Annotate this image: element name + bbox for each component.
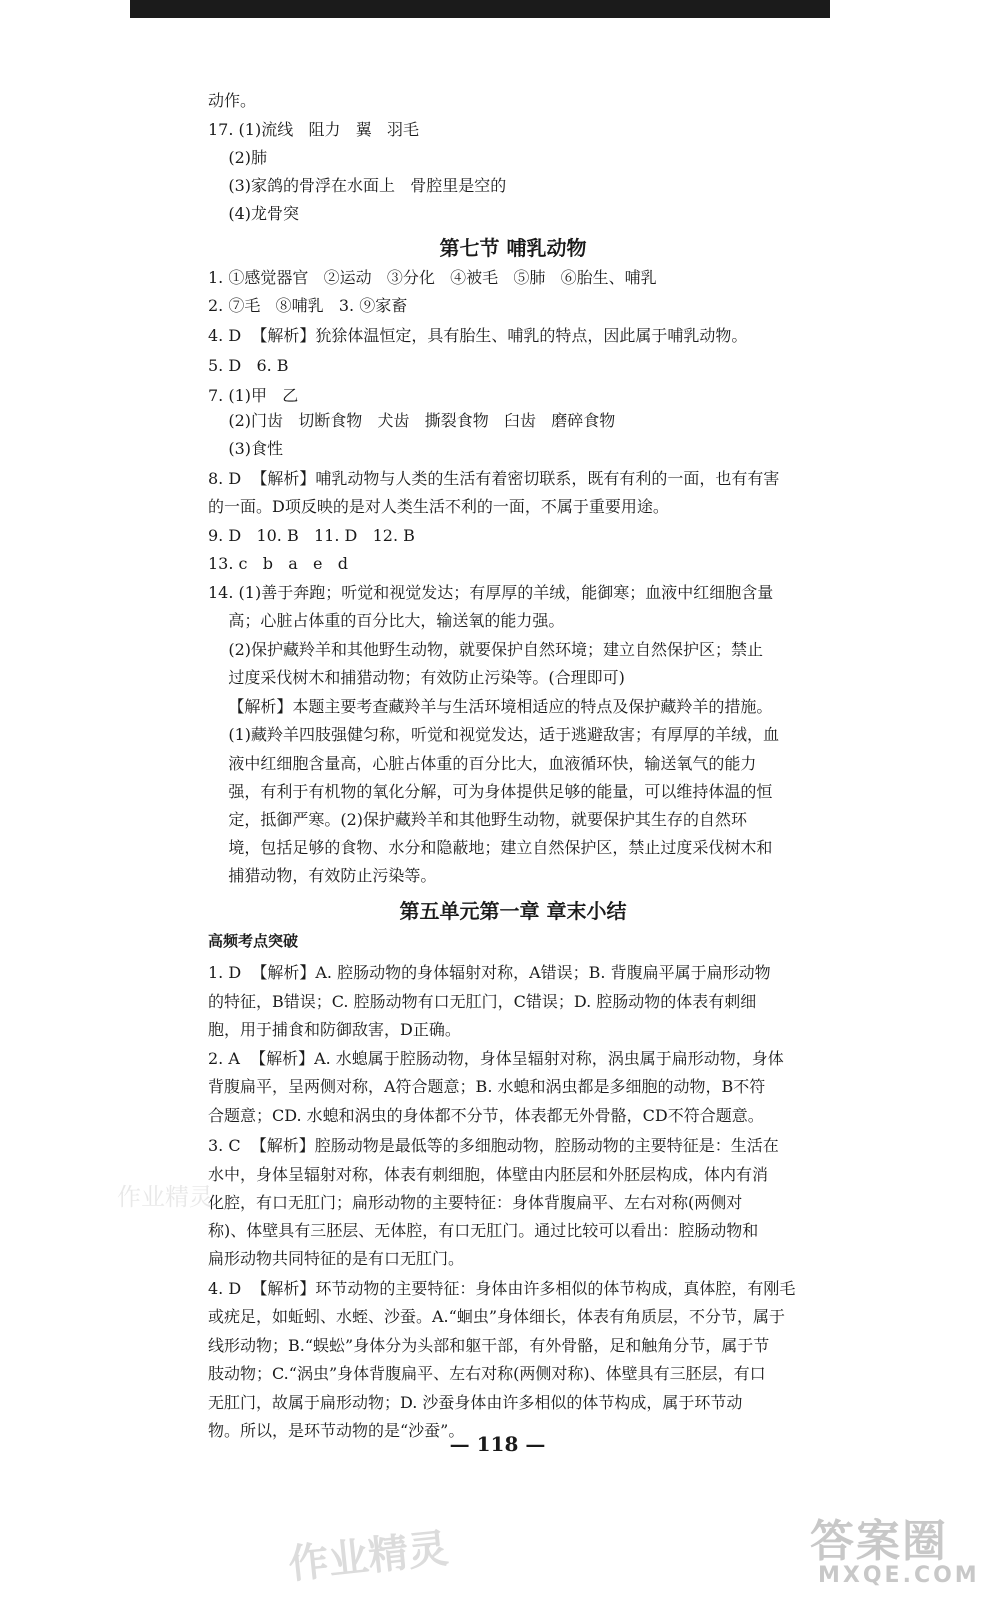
text-line: 13. c b a e d: [208, 554, 349, 573]
text-line: 肢动物；C.“涡虫”身体背腹扁平、左右对称(两侧对称)、体壁具有三胚层，有口: [208, 1364, 766, 1383]
text-line: (2)门齿 切断食物 犬齿 撕裂食物 臼齿 磨碎食物: [208, 411, 616, 430]
text-line: (4)龙骨突: [208, 204, 300, 223]
text-line: 线形动物；B.“蜈蚣”身体分为头部和躯干部，有外骨骼，足和触角分节，属于节: [208, 1336, 770, 1355]
text-line: (2)保护藏羚羊和其他野生动物，就要保护自然环境；建立自然保护区；禁止: [208, 640, 764, 659]
bottom-watermark: 作业精灵: [286, 1525, 451, 1589]
text-line: 5. D 6. B: [208, 356, 289, 375]
text-line: 2. ⑦毛 ⑧哺乳 3. ⑨家畜: [208, 296, 408, 315]
text-line: 17. (1)流线 阻力 翼 羽毛: [208, 120, 419, 139]
text-line: 动作。: [208, 91, 257, 110]
text-line: 捕猎动物，有效防止污染等。: [208, 866, 437, 885]
section-subtitle: 高频考点突破: [208, 932, 299, 950]
text-line: 9. D 10. B 11. D 12. B: [208, 526, 415, 545]
text-line: 的一面。D项反映的是对人类生活不利的一面，不属于重要用途。: [208, 497, 669, 516]
text-line: 的特征，B错误；C. 腔肠动物有口无肛门，C错误；D. 腔肠动物的体表有刺细: [208, 992, 757, 1011]
text-line: 8. D 【解析】哺乳动物与人类的生活有着密切联系，既有有利的一面，也有有害: [208, 469, 780, 488]
section-title: 第五单元第一章 章末小结: [399, 899, 627, 923]
text-line: 胞，用于捕食和防御敌害，D正确。: [208, 1020, 461, 1039]
text-line: (3)家鸽的骨浮在水面上 骨腔里是空的: [208, 176, 507, 195]
text-line: (2)肺: [208, 148, 268, 167]
faint-watermark: 作业精灵: [117, 1183, 213, 1211]
text-line: 4. D 【解析】狁狳体温恒定，具有胎生、哺乳的特点，因此属于哺乳动物。: [208, 326, 748, 345]
text-line: 3. C 【解析】腔肠动物是最低等的多细胞动物，腔肠动物的主要特征是：生活在: [208, 1136, 779, 1155]
text-line: 背腹扁平，呈两侧对称，A符合题意；B. 水螅和涡虫都是多细胞的动物，B不符: [208, 1077, 766, 1096]
text-line: 称)、体壁具有三胚层、无体腔，有口无肛门。通过比较可以看出：腔肠动物和: [208, 1221, 759, 1240]
section-title: 第七节 哺乳动物: [439, 236, 587, 260]
text-line: 2. A 【解析】A. 水螅属于腔肠动物，身体呈辐射对称，涡虫属于扁形动物，身体: [208, 1049, 784, 1068]
text-line: 1. D 【解析】A. 腔肠动物的身体辐射对称，A错误；B. 背腹扁平属于扁形动物: [208, 963, 771, 982]
text-line: 4. D 【解析】环节动物的主要特征：身体由许多相似的体节构成，真体腔，有刚毛: [208, 1279, 796, 1298]
text-line: 扁形动物共同特征的是有口无肛门。: [208, 1249, 465, 1268]
text-line: 14. (1)善于奔跑；听觉和视觉发达；有厚厚的羊绒，能御寒；血液中红细胞含量: [208, 583, 774, 602]
text-line: 物。所以，是环节动物的是“沙蚕”。: [208, 1421, 465, 1440]
text-line: 合题意；CD. 水螅和涡虫的身体都不分节，体表都无外骨骼，CD不符合题意。: [208, 1106, 764, 1125]
text-line: 过度采伐树木和捕猎动物；有效防止污染等。(合理即可): [208, 668, 625, 687]
text-line: 1. ①感觉器官 ②运动 ③分化 ④被毛 ⑤肺 ⑥胎生、哺乳: [208, 268, 657, 287]
text-line: (1)藏羚羊四肢强健匀称，听觉和视觉发达，适于逃避敌害；有厚厚的羊绒，血: [208, 725, 780, 744]
logo-domain: MXQE.COM: [818, 1563, 980, 1588]
text-line: 化腔，有口无肛门；扁形动物的主要特征：身体背腹扁平、左右对称(两侧对: [208, 1193, 743, 1212]
site-logo: [810, 1505, 980, 1590]
text-line: 无肛门，故属于扁形动物；D. 沙蚕身体由许多相似的体节构成，属于环节动: [208, 1393, 743, 1412]
page-number: — 118 —: [449, 1432, 546, 1456]
text-line: 高；心脏占体重的百分比大，输送氧的能力强。: [208, 611, 565, 630]
text-line: (3)食性: [208, 439, 284, 458]
text-line: 境，包括足够的食物、水分和隐蔽地；建立自然保护区，禁止过度采伐树木和: [208, 838, 773, 857]
text-line: 强，有利于有机物的氧化分解，可为身体提供足够的能量，可以维持体温的恒: [208, 782, 773, 801]
text-line: 或疣足，如蚯蚓、水蛭、沙蚕。A.“蛔虫”身体细长，体表有角质层，不分节，属于: [208, 1307, 786, 1326]
top-scan-bar: [130, 0, 830, 18]
text-line: 7. (1)甲 乙: [208, 386, 299, 405]
text-line: 【解析】本题主要考查藏羚羊与生活环境相适应的特点及保护藏羚羊的措施。: [208, 697, 773, 716]
text-line: 水中，身体呈辐射对称，体表有刺细胞，体壁由内胚层和外胚层构成，体内有消: [208, 1165, 769, 1184]
text-line: 定，抵御严寒。(2)保护藏羚羊和其他野生动物，就要保护其生存的自然环: [208, 810, 748, 829]
logo-text: 答案圈: [810, 1516, 948, 1567]
text-line: 液中红细胞含量高，心脏占体重的百分比大，血液循环快，输送氧气的能力: [208, 754, 757, 773]
